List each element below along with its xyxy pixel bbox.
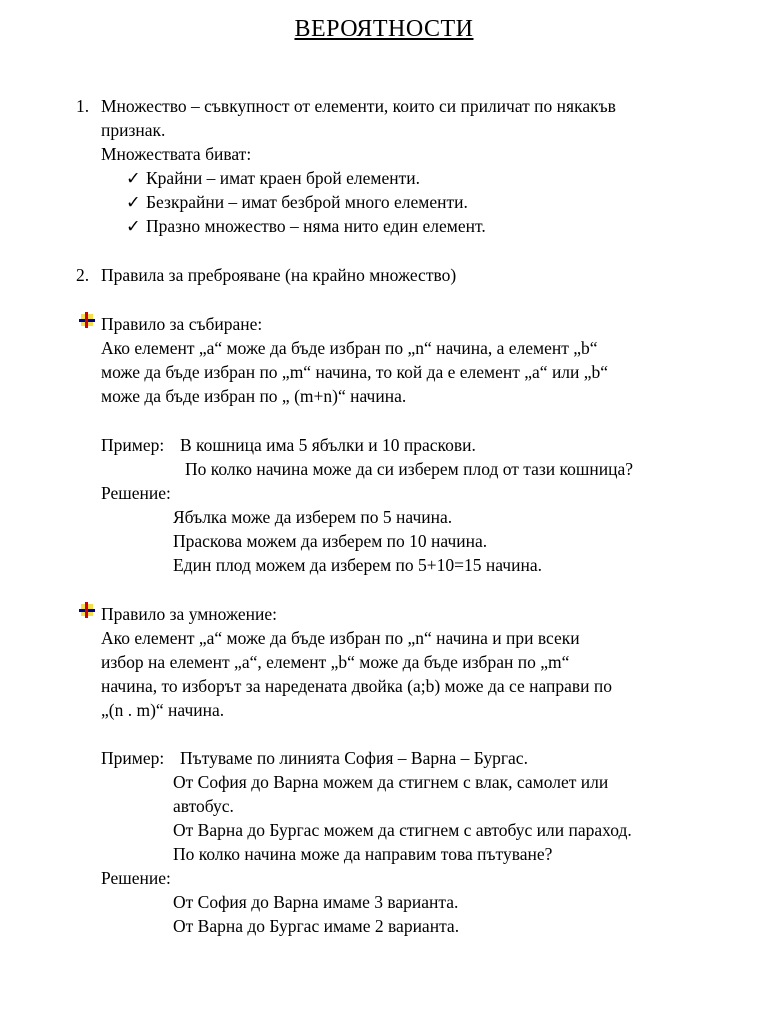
rule-product-heading: Правило за умножение: (101, 604, 277, 624)
checkmark-icon: ✓ (126, 192, 141, 212)
list-item (126, 191, 468, 213)
example-line-3: автобус. (173, 796, 234, 816)
list-number-2: 2. (76, 265, 90, 285)
rule-sum-line-1: Ако елемент „а“ може да бъде избран по „n“ начина, а елемент „b“ (101, 338, 598, 358)
rule-product-line-1: Ако елемент „а“ може да бъде избран по „n“ начина и при всеки (101, 628, 580, 648)
rule-sum-heading: Правило за събиране: (101, 314, 263, 334)
solution-line-1: Ябълка може да изберем по 5 начина. (173, 507, 453, 527)
solution-line-2: Праскова можем да изберем по 10 начина. (173, 531, 488, 551)
solution-label: Решение: (101, 483, 171, 503)
checkmark-icon: ✓ (126, 216, 141, 236)
rule-product-line-3: начина, то изборът за наредената двойка (a;b) може да се направи по (101, 676, 613, 696)
pushpin-bullet-icon (79, 312, 95, 328)
list-item (126, 167, 420, 189)
set-type-infinite: Безкрайни – имат безброй много елементи. (146, 192, 468, 212)
example-label: Пример: (101, 435, 165, 455)
rule-product-line-2: избор на елемент „а“, елемент „b“ може да бъде избран по „m“ (101, 652, 570, 672)
document-title: ВЕРОЯТНОСТИ (294, 16, 474, 42)
definition-line-2: признак. (101, 120, 166, 140)
solution-line-1: От София до Варна имаме 3 варианта. (173, 892, 459, 912)
set-type-empty: Празно множество – няма нито един елемент. (146, 216, 486, 236)
definition-line-1: Множество – съвкупност от елементи, които си приличат по някакъв (101, 96, 616, 116)
rule-sum-line-3: може да бъде избран по „ (m+n)“ начина. (101, 386, 407, 406)
example-line-2: От София до Варна можем да стигнем с влак, самолет или (173, 772, 609, 792)
list-number-1: 1. (76, 96, 90, 116)
checkmark-icon: ✓ (126, 168, 141, 188)
solution-label: Решение: (101, 868, 171, 888)
set-type-finite: Крайни – имат краен брой елементи. (146, 168, 420, 188)
example-label: Пример: (101, 748, 165, 768)
example-line-1: Пътуваме по линията София – Варна – Бургас. (180, 748, 528, 768)
section-heading: Правила за преброяване (на крайно множество) (101, 265, 457, 285)
example-line-5: По колко начина може да направим това пътуване? (173, 844, 553, 864)
list-item (126, 215, 486, 237)
pushpin-bullet-icon (79, 602, 95, 618)
example-line-1: В кошница има 5 ябълки и 10 праскови. (180, 435, 476, 455)
example-line-4: От Варна до Бургас можем да стигнем с автобус или параход. (173, 820, 632, 840)
rule-sum-line-2: може да бъде избран по „m“ начина, то кой да е елемент „а“ или „b“ (101, 362, 609, 382)
rule-product-line-4: „(n . m)“ начина. (101, 700, 225, 720)
solution-line-2: От Варна до Бургас имаме 2 варианта. (173, 916, 460, 936)
example-line-2: По колко начина може да си изберем плод от тази кошница? (185, 459, 634, 479)
set-types-intro: Множествата биват: (101, 144, 252, 164)
solution-line-3: Един плод можем да изберем по 5+10=15 начина. (173, 555, 542, 575)
